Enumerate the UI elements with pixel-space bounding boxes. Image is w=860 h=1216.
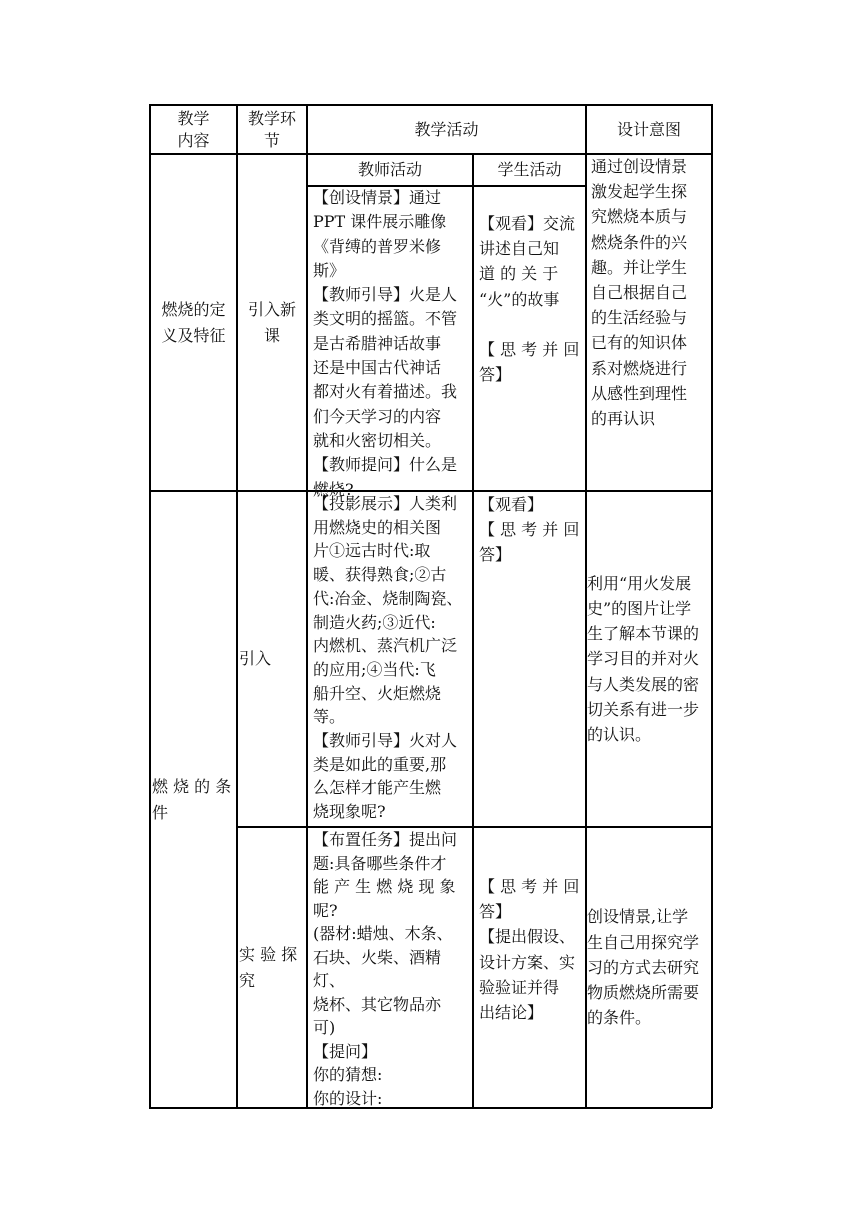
- row1-intent: [591, 154, 709, 490]
- table-rule: [711, 104, 713, 1108]
- row2-intent: [587, 492, 711, 826]
- row1-content-text: 燃烧的定 义及特征: [161, 300, 226, 345]
- subheader-student-text: 学生活动: [497, 160, 562, 180]
- row3-intent: [587, 828, 711, 1107]
- header-intent: [587, 106, 711, 153]
- subheader-student: [474, 155, 585, 185]
- row3-student-text: 【 思 考 并 回 答】 【提出假设、 设计方案、实 验验证并得 出结论】: [479, 877, 580, 1023]
- row1-intent-text: 通过创设情景 激发起学生探 究燃烧本质与 燃烧条件的兴 趣。并让学生 自己根据自己 的生活经验与 已有的知识体 系对燃烧进行 从感性到理性 的再认识: [591, 157, 688, 429]
- row2-teacher-text: 【投影展示】人类利 用燃烧史的相关图 片①远古时代:取 暖、获得熟食;②古 代:冶金、烧制陶瓷、 制造火药;③近代: 内燃机、蒸汽机广泛 的应用;④当代:飞 船升空、火炬燃烧 等。 【教师引导】火对人 类是如此的重要,那 么怎样才能产生燃 烧现象呢?: [313, 494, 463, 822]
- header-content-text: 教学 内容: [177, 108, 210, 150]
- row2-student: [479, 492, 583, 592]
- row2-stage-text: 引入: [239, 649, 272, 669]
- row3-teacher: [313, 828, 471, 1107]
- row1-content: [151, 155, 236, 490]
- row1-student-text: 【观看】交流 讲述自己知 道 的 关 于 “火”的故事 【 思 考 并 回 答】: [479, 214, 580, 385]
- row1-stage-text: 引入新 课: [247, 300, 296, 345]
- header-content: [151, 106, 236, 153]
- row2-stage: [239, 492, 306, 826]
- header-intent-text: 设计意图: [616, 119, 681, 139]
- row1-teacher: [313, 186, 471, 499]
- header-stage-text: 教学环 节: [247, 108, 296, 150]
- row2-intent-text: 利用“用火发展 史”的图片让学 生了解本节课的 学习目的并对火 与人类发展的密 切关系有进一步 的认识。: [587, 573, 700, 744]
- table-rule: [472, 153, 474, 1108]
- row1-teacher-text: 【创设情景】通过 PPT 课件展示雕像 《背缚的普罗米修 斯》 【教师引导】火是人 类文明的摇篮。不管 是古希腊神话故事 还是中国古代神话 都对火有着描述。我 们今天学习的内容 就和火密切相关。 【教师提问】什么是 燃烧?: [313, 188, 458, 499]
- subheader-teacher-text: 教师活动: [357, 160, 422, 180]
- row1-student: [479, 211, 583, 411]
- header-stage: [238, 106, 306, 153]
- row3-stage-text: 实 验 探 究: [239, 945, 298, 990]
- row2-teacher: [313, 492, 471, 826]
- row3-stage: [239, 828, 306, 1107]
- table-rule: [306, 104, 308, 1108]
- row3-student: [479, 874, 583, 1034]
- row2-student-text: 【观看】 【 思 考 并 回 答】: [479, 495, 580, 565]
- row2-content-text: 燃 烧 的 条 件: [152, 777, 232, 822]
- header-activity: [308, 106, 585, 153]
- row3-intent-text: 创设情景,让学 生自己用探究学 习的方式去研究 物质燃烧所需要 的条件。: [587, 907, 700, 1028]
- subheader-teacher: [308, 155, 472, 185]
- header-activity-text: 教学活动: [414, 119, 479, 139]
- row2-content: [152, 492, 236, 1107]
- row1-stage: [238, 155, 306, 490]
- row3-teacher-text: 【布置任务】提出问 题:具备哪些条件才 能 产 生 燃 烧 现 象 呢? (器材:蜡烛、木条、 石块、火柴、酒精灯、 烧杯、其它物品亦 可) 【提问】 你的猜想: 你的设计:: [313, 830, 458, 1108]
